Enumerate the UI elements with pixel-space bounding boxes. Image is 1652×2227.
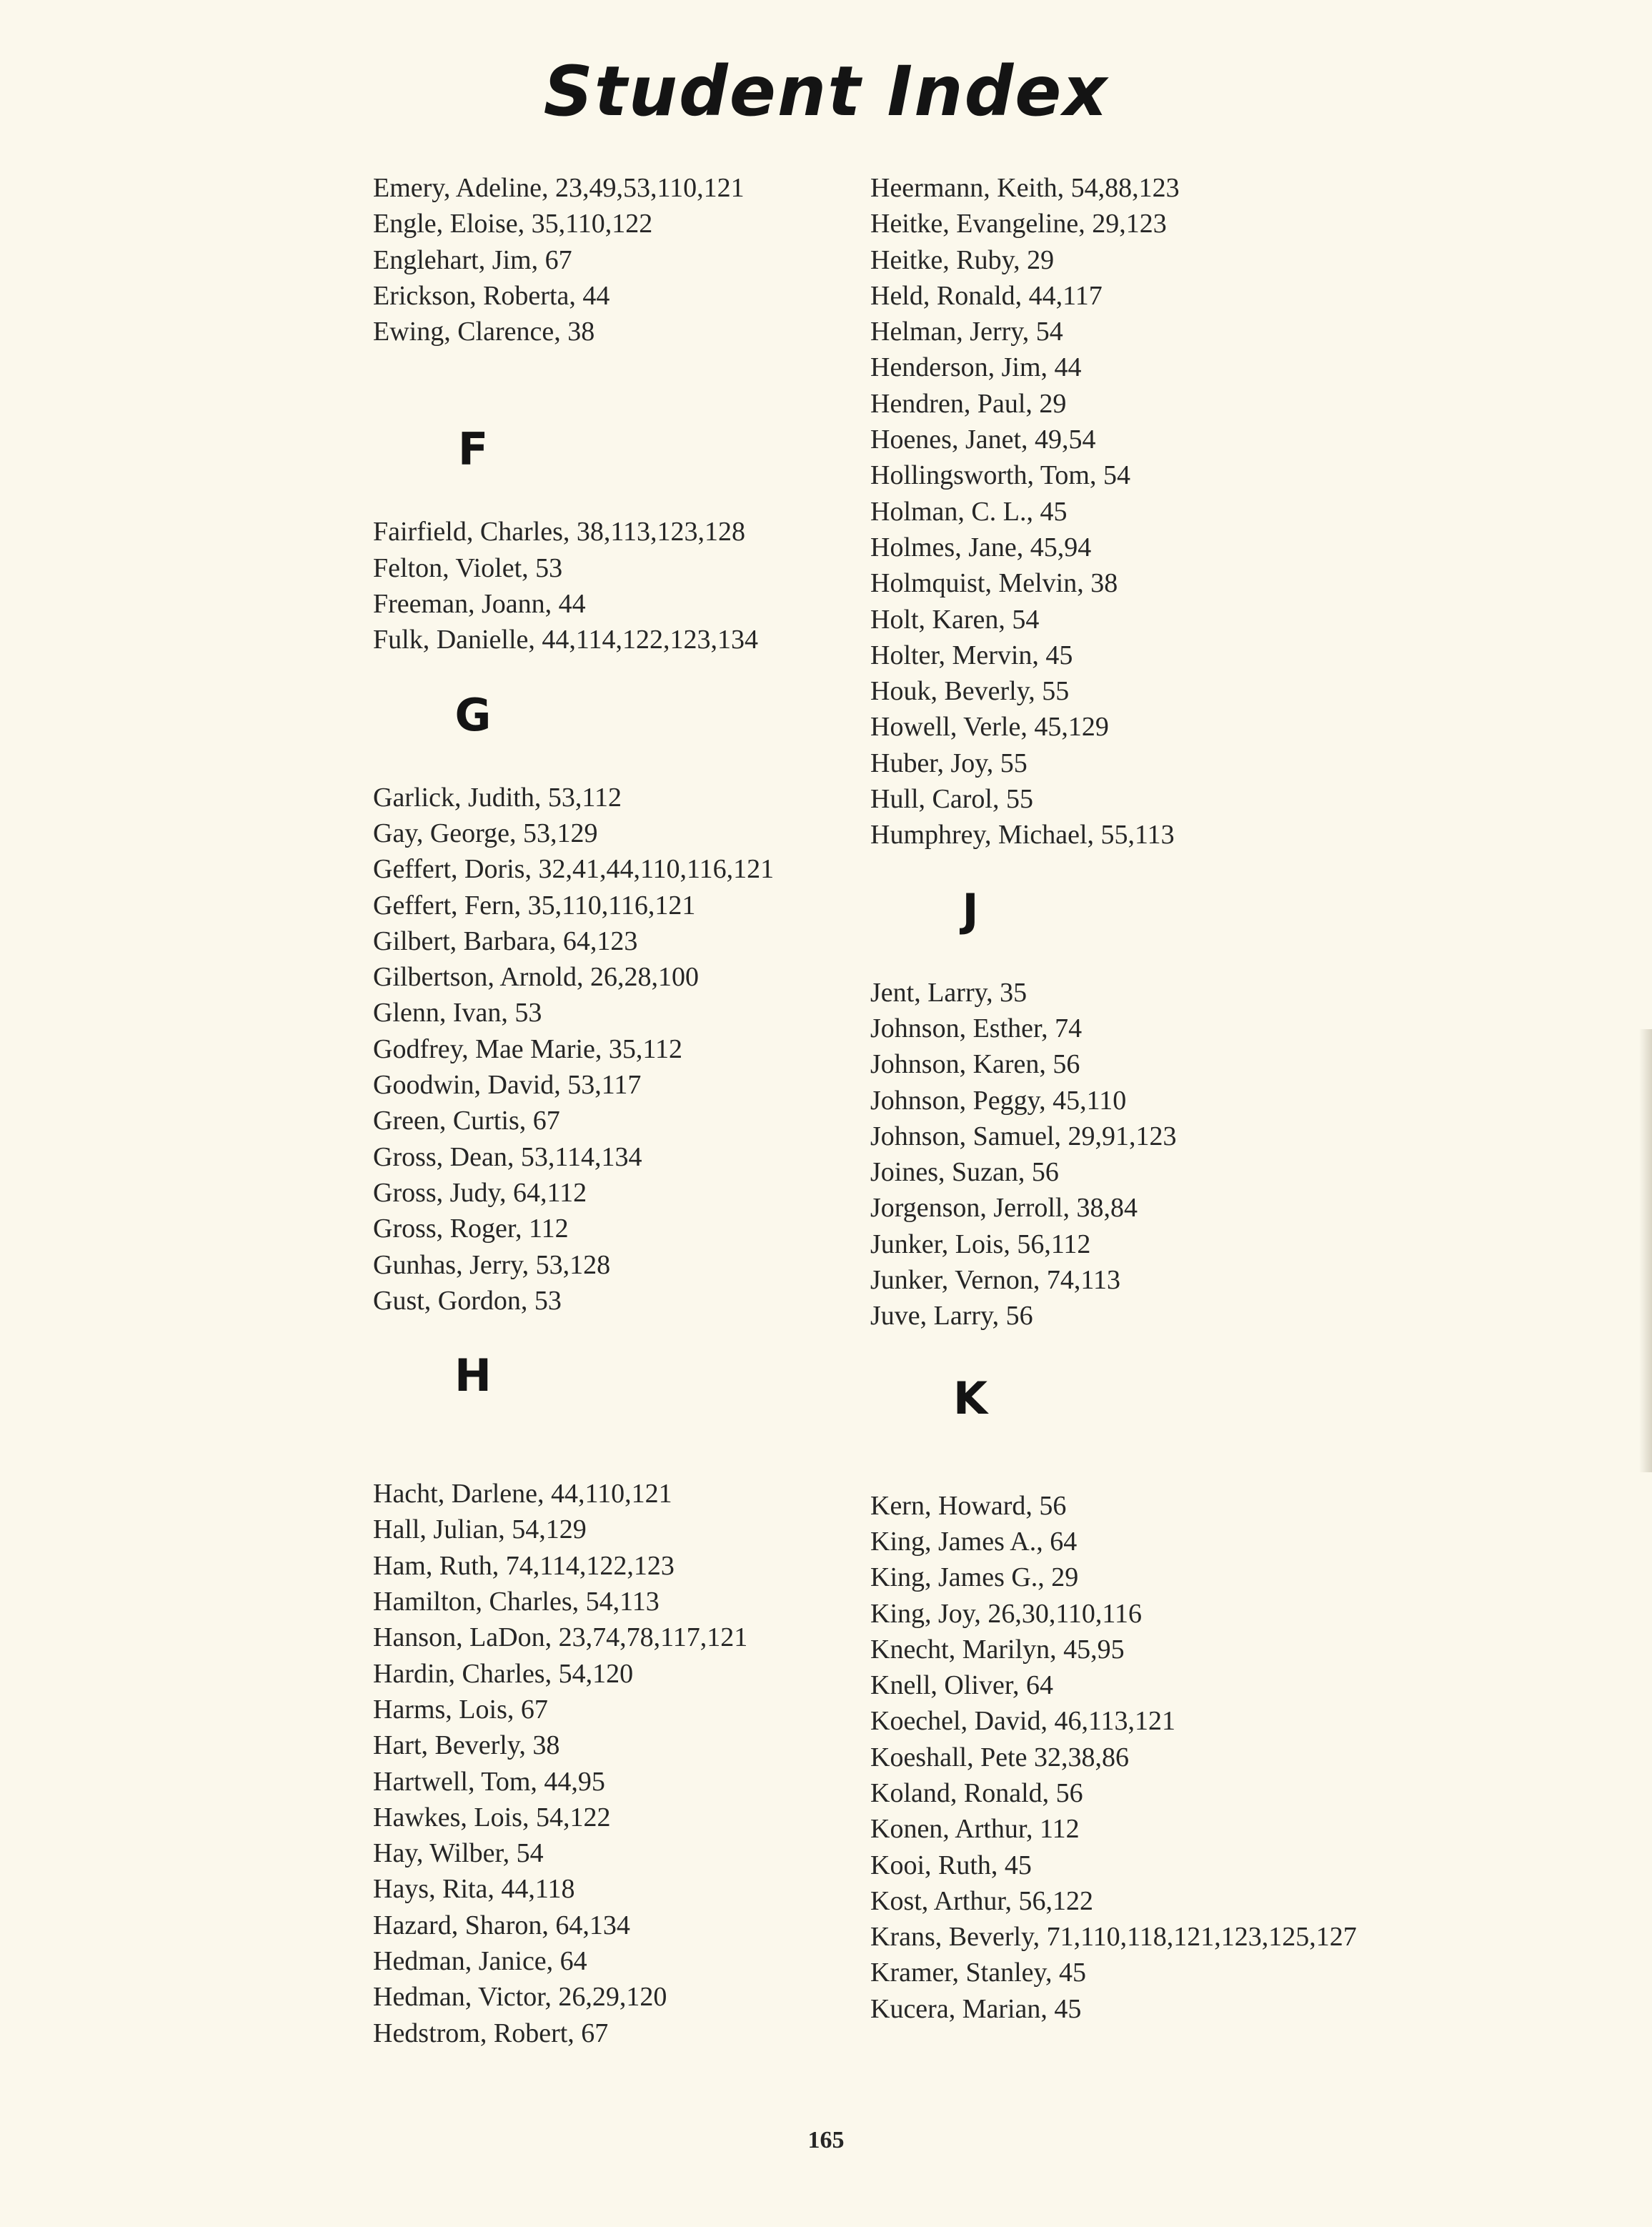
index-entry: Holmes, Jane, 45,94: [870, 532, 1092, 562]
index-entry: Johnson, Karen, 56: [870, 1049, 1080, 1080]
index-entry: Holman, C. L., 45: [870, 496, 1068, 527]
index-entry: Holt, Karen, 54: [870, 604, 1040, 635]
index-entry: Ham, Ruth, 74,114,122,123: [373, 1550, 675, 1581]
index-entry: Hedstrom, Robert, 67: [373, 2018, 609, 2048]
index-entry: Goodwin, David, 53,117: [373, 1070, 642, 1101]
index-entry: Garlick, Judith, 53,112: [373, 782, 622, 813]
index-entry: Konen, Arthur, 112: [870, 1814, 1080, 1845]
index-entry: Krans, Beverly, 71,110,118,121,123,125,127: [870, 1922, 1357, 1953]
index-entry: Held, Ronald, 44,117: [870, 280, 1103, 311]
index-entry: Hedman, Janice, 64: [373, 1945, 587, 1976]
index-entry: Hartwell, Tom, 44,95: [373, 1766, 605, 1797]
section-letter-h: H: [454, 1349, 492, 1402]
index-entry: Gross, Roger, 112: [373, 1214, 569, 1244]
section-letter-j: J: [962, 883, 979, 936]
index-entry: Holter, Mervin, 45: [870, 640, 1073, 670]
index-entry: Hamilton, Charles, 54,113: [373, 1587, 660, 1617]
index-entry: Hedman, Victor, 26,29,120: [373, 1982, 667, 2013]
index-entry: Glenn, Ivan, 53: [373, 998, 542, 1028]
index-entry: Godfrey, Mae Marie, 35,112: [373, 1033, 682, 1064]
index-entry: Johnson, Samuel, 29,91,123: [870, 1121, 1177, 1151]
index-entry: Kramer, Stanley, 45: [870, 1958, 1087, 1988]
index-entry: King, Joy, 26,30,110,116: [870, 1598, 1142, 1629]
index-entry: Henderson, Jim, 44: [870, 352, 1082, 383]
index-entry: Green, Curtis, 67: [373, 1106, 560, 1136]
entries-h-right: [870, 170, 1585, 853]
right-column: [870, 170, 1585, 2027]
index-entry: Hart, Beverly, 38: [373, 1730, 560, 1761]
index-entry: Howell, Verle, 45,129: [870, 712, 1109, 743]
index-entry: Gunhas, Jerry, 53,128: [373, 1249, 611, 1280]
index-entry: Heitke, Evangeline, 29,123: [870, 209, 1167, 239]
index-entry: Gross, Judy, 64,112: [373, 1177, 587, 1208]
index-entry: Huber, Joy, 55: [870, 748, 1027, 778]
index-entry: Juve, Larry, 56: [870, 1301, 1033, 1331]
page-title: Student Index: [543, 51, 1109, 132]
index-entry: Hoenes, Janet, 49,54: [870, 425, 1096, 455]
section-j: [870, 882, 1585, 1334]
index-entry: Fairfield, Charles, 38,113,123,128: [373, 517, 746, 547]
index-entry: Fulk, Danielle, 44,114,122,123,134: [373, 625, 758, 655]
index-entry: Gilbertson, Arnold, 26,28,100: [373, 962, 699, 993]
index-entry: Knell, Oliver, 64: [870, 1670, 1053, 1701]
index-entry: Joines, Suzan, 56: [870, 1157, 1059, 1188]
index-entry: Gilbert, Barbara, 64,123: [373, 926, 638, 956]
index-entry: Hawkes, Lois, 54,122: [373, 1802, 611, 1832]
index-entry: Koeshall, Pete 32,38,86: [870, 1742, 1130, 1772]
index-entry: Kooi, Ruth, 45: [870, 1850, 1032, 1880]
index-entry: Hanson, LaDon, 23,74,78,117,121: [373, 1622, 748, 1653]
index-entry: Hollingsworth, Tom, 54: [870, 460, 1130, 491]
page-number: 165: [807, 2127, 845, 2153]
section-k: [870, 1370, 1585, 2027]
index-entry: Humphrey, Michael, 55,113: [870, 820, 1175, 850]
index-entry: Ewing, Clarence, 38: [373, 317, 595, 347]
section-letter-f: F: [457, 423, 489, 476]
index-entry: Emery, Adeline, 23,49,53,110,121: [373, 173, 745, 203]
page-edge-shadow: [1639, 1029, 1652, 1472]
index-entry: Koland, Ronald, 56: [870, 1777, 1083, 1808]
index-entry: Hay, Wilber, 54: [373, 1838, 544, 1869]
index-entry: Jent, Larry, 35: [870, 977, 1027, 1008]
index-entry: Erickson, Roberta, 44: [373, 280, 610, 311]
entries-k: [870, 1488, 1585, 2027]
index-entry: Hull, Carol, 55: [870, 784, 1033, 815]
entries-j: [870, 975, 1585, 1334]
index-entry: Johnson, Peggy, 45,110: [870, 1085, 1127, 1116]
index-entry: Hacht, Darlene, 44,110,121: [373, 1479, 672, 1509]
index-entry: Junker, Lois, 56,112: [870, 1229, 1091, 1259]
section-letter-g: G: [454, 688, 492, 741]
index-entry: Knecht, Marilyn, 45,95: [870, 1634, 1125, 1665]
section-letter-k: K: [952, 1372, 988, 1424]
index-entry: Heitke, Ruby, 29: [870, 244, 1055, 275]
index-entry: Felton, Violet, 53: [373, 552, 563, 583]
index-entry: Gust, Gordon, 53: [373, 1285, 562, 1316]
index-entry: Harms, Lois, 67: [373, 1694, 548, 1725]
index-entry: Heermann, Keith, 54,88,123: [870, 173, 1180, 203]
index-entry: Geffert, Fern, 35,110,116,121: [373, 890, 696, 921]
index-entry: Kucera, Marian, 45: [870, 1993, 1082, 2024]
index-entry: Kern, Howard, 56: [870, 1490, 1067, 1521]
index-entry: Holmquist, Melvin, 38: [870, 568, 1118, 599]
index-entry: Hendren, Paul, 29: [870, 388, 1067, 419]
index-entry: Engle, Eloise, 35,110,122: [373, 209, 653, 239]
section-h-right: [870, 170, 1585, 853]
index-entry: King, James G., 29: [870, 1562, 1079, 1593]
index-entry: Gross, Dean, 53,114,134: [373, 1141, 642, 1172]
index-entry: Geffert, Doris, 32,41,44,110,116,121: [373, 854, 775, 885]
index-entry: Hazard, Sharon, 64,134: [373, 1910, 630, 1940]
index-entry: Freeman, Joann, 44: [373, 589, 586, 620]
index-entry: Hardin, Charles, 54,120: [373, 1658, 634, 1689]
index-entry: Gay, George, 53,129: [373, 818, 598, 848]
index-entry: Koechel, David, 46,113,121: [870, 1706, 1176, 1737]
index-entry: Hays, Rita, 44,118: [373, 1874, 575, 1905]
index-entry: Hall, Julian, 54,129: [373, 1514, 587, 1545]
index-entry: Jorgenson, Jerroll, 38,84: [870, 1193, 1138, 1224]
index-entry: Junker, Vernon, 74,113: [870, 1265, 1120, 1296]
index-entry: King, James A., 64: [870, 1526, 1078, 1557]
index-entry: Houk, Beverly, 55: [870, 676, 1070, 707]
index-entry: Johnson, Esther, 74: [870, 1013, 1083, 1043]
index-entry: Helman, Jerry, 54: [870, 317, 1063, 347]
index-entry: Kost, Arthur, 56,122: [870, 1885, 1093, 1916]
index-entry: Englehart, Jim, 67: [373, 244, 572, 275]
